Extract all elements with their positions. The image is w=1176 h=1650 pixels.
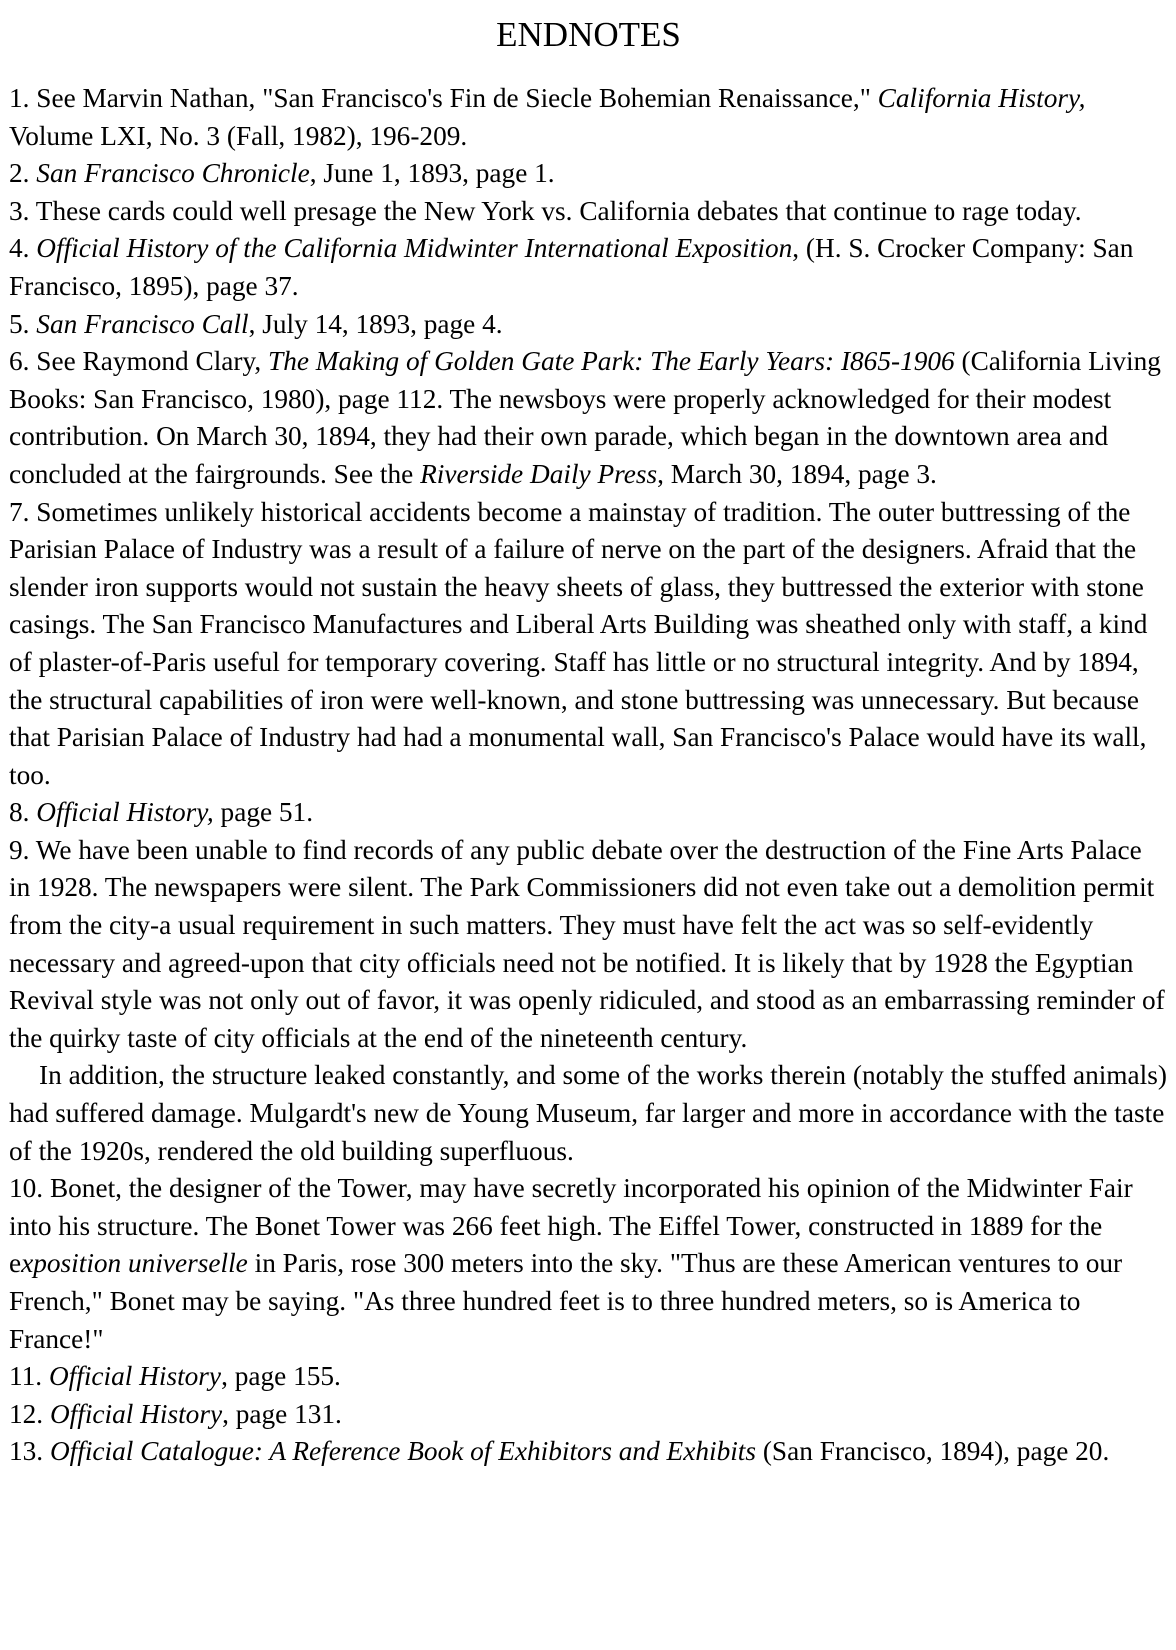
page-title: ENDNOTES <box>496 15 681 54</box>
endnote-4: 4. Official History of the California Midwinter International Exposition, (H. S. Crocker Company: San Francisco, 1895), page 37. <box>9 233 1134 301</box>
endnote-2: 2. San Francisco Chronicle, June 1, 1893, page 1. <box>9 158 555 189</box>
endnote-1: 1. See Marvin Nathan, "San Francisco's Fin de Siecle Bohemian Renaissance," California History, Volume LXI, No. 3 (Fall, 1982), 196-209. <box>9 83 1086 151</box>
endnote-12: 12. Official History, page 131. <box>9 1398 342 1429</box>
endnote-11: 11. Official History, page 155. <box>9 1361 341 1392</box>
endnotes-list <box>9 80 1168 1471</box>
endnote-8: 8. Official History, page 51. <box>9 797 314 828</box>
endnote-9-continuation: In addition, the structure leaked constantly, and some of the works therein (notably the stuffed animals) had suffered damage. Mulgardt's new de Young Museum, far larger and more in accordance with the taste of the 1920s, rendered the old building superfluous. <box>9 1060 1167 1166</box>
endnote-10: 10. Bonet, the designer of the Tower, may have secretly incorporated his opinion of the Midwinter Fair into his structure. The Bonet Tower was 266 feet high. The Eiffel Tower, constructed in 1889 for the exposition universelle in Paris, rose 300 meters into the sky. "Thus are these American ventures to our French," Bonet may be saying. "As three hundred feet is to three hundred meters, so is America to France!" <box>9 1173 1133 1354</box>
endnote-3: 3. These cards could well presage the New York vs. California debates that continue to rage today. <box>9 195 1082 226</box>
endnote-6: 6. See Raymond Clary, The Making of Golden Gate Park: The Early Years: I865-1906 (California Living Books: San Francisco, 1980), page 112. The newsboys were properly acknowledged for their modest contribution. On March 30, 1894, they had their own parade, which began in the downtown area and concluded at the fairgrounds. See the Riverside Daily Press, March 30, 1894, page 3. <box>9 346 1161 489</box>
endnote-5: 5. San Francisco Call, July 14, 1893, page 4. <box>9 308 503 339</box>
endnote-7: 7. Sometimes unlikely historical accidents become a mainstay of tradition. The outer buttressing of the Parisian Palace of Industry was a result of a failure of nerve on the part of the designers. Afraid that the slender iron supports would not sustain the heavy sheets of glass, they buttressed the exterior with stone casings. The San Francisco Manufactures and Liberal Arts Building was sheathed only with staff, a kind of plaster-of-Paris useful for temporary covering. Staff has little or no structural integrity. And by 1894, the structural capabilities of iron were well-known, and stone buttressing was unnecessary. But because that Parisian Palace of Industry had had a monumental wall, San Francisco's Palace would have its wall, too. <box>9 496 1148 790</box>
endnote-13: 13. Official Catalogue: A Reference Book of Exhibitors and Exhibits (San Francisco, 1894), page 20. <box>9 1436 1110 1467</box>
endnote-9: 9. We have been unable to find records of any public debate over the destruction of the Fine Arts Palace in 1928. The newspapers were silent. The Park Commissioners did not even take out a demolition permit from the city-a usual requirement in such matters. They must have felt the act was so self-evidently necessary and agreed-upon that city officials need not be notified. It is likely that by 1928 the Egyptian Revival style was not only out of favor, it was openly ridiculed, and stood as an embarrassing reminder of the quirky taste of city officials at the end of the nineteenth century. <box>9 834 1165 1053</box>
